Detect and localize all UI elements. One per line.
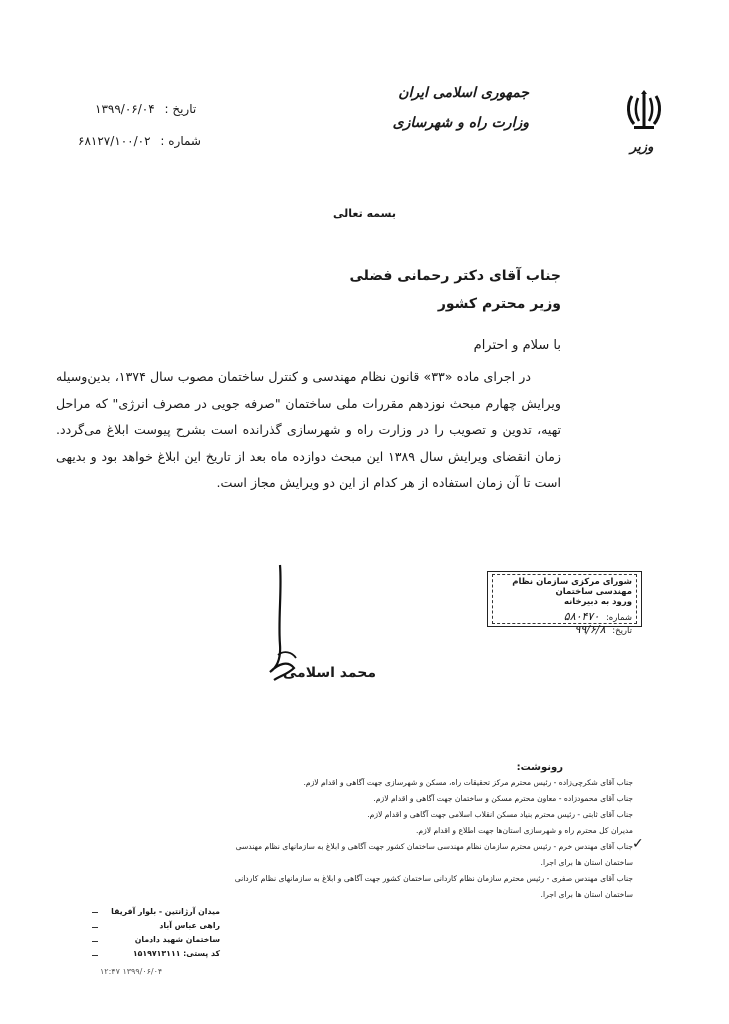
cc-item: جناب آقای محمودزاده - معاون محترم مسکن و ساختمان جهت آگاهی و اقدام لازم.	[373, 794, 633, 803]
sender-role: وزیر	[630, 140, 654, 155]
iran-emblem-icon	[626, 90, 662, 132]
cc-item: ساختمان استان ها برای اجرا.	[540, 858, 633, 867]
received-stamp	[487, 571, 642, 636]
margin-tick	[92, 927, 98, 928]
stamp-number-label: شماره:	[605, 613, 632, 623]
letter-body	[56, 364, 561, 497]
number-value: ۶۸۱۲۷/۱۰۰/۰۲	[78, 134, 151, 148]
cc-item: جناب آقای مهندس صفری - رئیس محترم سازمان نظام کاردانی ساختمان کشور جهت آگاهی و ابلاغ به سازمانهای نظام کاردانی	[234, 874, 633, 883]
cc-item: جناب آقای شکرچی‌زاده - رئیس محترم مرکز تحقیقات راه، مسکن و شهرسازی جهت آگاهی و اقدام لازم.	[303, 778, 633, 787]
stamp-number-value: ۵۸۰۴۷۰	[563, 610, 600, 623]
body-paragraph: در اجرای ماده «۳۳» قانون نظام مهندسی و کنترل ساختمان مصوب سال ۱۳۷۴، بدین‌وسیله ویرایش چهارم مبحث نوزدهم مقررات ملی ساختمان "صرفه جویی در مصرف انرژی" که مراحل تهیه، تدوین و تصویب را در وزارت راه و شهرسازی گذرانده است بشرح پیوست ابلاغ می‌گردد. زمان انقضای ویرایش سال ۱۳۸۹ این مبحث دوازده ماه بعد از تاریخ این ابلاغ خواهد بود و بدیهی است تا آن زمان استفاده از هر کدام از این دو ویرایش مجاز است.	[56, 369, 561, 490]
date-value: ۱۳۹۹/۰۶/۰۴	[95, 102, 155, 116]
address-line: ساختمان شهید دادمان	[134, 935, 220, 944]
signer-name: محمد اسلامی	[282, 665, 376, 681]
cc-item: مدیران کل محترم راه و شهرسازی استان‌ها جهت اطلاع و اقدام لازم.	[415, 826, 633, 835]
footer-stamp: ۱۳۹۹/۰۶/۰۴ ۱۲:۴۷	[100, 967, 163, 976]
recipient-title: وزیر محترم کشور	[437, 296, 561, 312]
margin-tick	[92, 941, 98, 942]
margin-tick	[92, 955, 98, 956]
address-line: میدان آرژانتین - بلوار آفریقا	[111, 907, 220, 916]
stamp-date-value: ۹۹/۶/۸	[574, 623, 606, 636]
check-mark-icon: ✓	[632, 836, 644, 852]
republic-title: جمهوری اسلامی ایران	[398, 85, 529, 101]
address-block	[80, 905, 220, 961]
cc-item: جناب آقای ثابتی - رئیس محترم بنیاد مسکن انقلاب اسلامی جهت آگاهی و اقدام لازم.	[367, 810, 633, 819]
stamp-title: شورای مرکزی سازمان نظام مهندسی ساختمان	[512, 577, 632, 597]
stamp-subtitle: ورود به دبیرخانه	[563, 597, 632, 607]
ministry-title: وزارت راه و شهرسازی	[392, 115, 529, 131]
address-line: راهی عباس آباد	[159, 921, 220, 930]
recipient-name: جناب آقای دکتر رحمانی فضلی	[349, 268, 561, 284]
cc-item: جناب آقای مهندس خرم - رئیس محترم سازمان نظام مهندسی ساختمان کشور جهت آگاهی و ابلاغ به سازمانهای نظام مهندسی	[235, 842, 633, 851]
cc-heading: رونوشت:	[516, 762, 563, 773]
cc-list	[213, 775, 633, 903]
cc-item: ساختمان استان ها برای اجرا.	[540, 890, 633, 899]
stamp-date-label: تاریخ:	[612, 626, 632, 636]
letter-date	[95, 102, 196, 116]
number-label: شماره :	[160, 134, 201, 148]
letter-number	[78, 134, 201, 148]
stamp-number-row	[497, 610, 632, 623]
date-label: تاریخ :	[164, 102, 197, 116]
besm-tala: بسمه تعالی	[333, 207, 396, 220]
stamp-date-row	[497, 623, 632, 636]
address-line: کد پستی: ۱۵۱۹۷۱۳۱۱۱	[132, 949, 220, 958]
margin-tick	[92, 912, 98, 913]
greeting: با سلام و احترام	[473, 338, 561, 353]
